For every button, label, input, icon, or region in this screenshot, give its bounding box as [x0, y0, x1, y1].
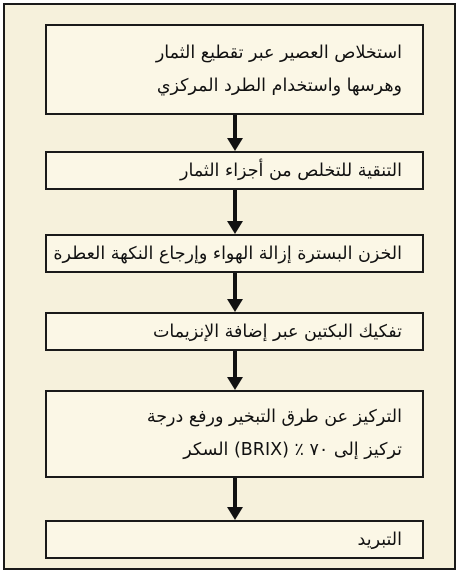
step-text: تركيز إلى ٧٠ ٪ (BRIX) السكر: [183, 440, 402, 460]
step-purification: [45, 151, 424, 190]
step-text: تفكيك البكتين عبر إضافة الإنزيمات: [152, 322, 402, 342]
step-text: وهرسها واستخدام الطرد المركزي: [156, 76, 402, 96]
step-cooling: [45, 520, 424, 559]
down-arrow-icon: [227, 273, 243, 312]
step-text: التنقية للتخلص من أجزاء الثمار: [180, 161, 402, 181]
step-concentration: [45, 390, 424, 478]
step-text: التبريد: [357, 530, 402, 550]
down-arrow-icon: [227, 190, 243, 234]
step-text: استخلاص العصير عبر تقطيع الثمار: [155, 43, 402, 63]
down-arrow-icon: [227, 478, 243, 520]
down-arrow-icon: [227, 115, 243, 151]
flowchart-frame: [3, 3, 456, 570]
step-storage-pasteurization: [45, 234, 424, 273]
step-juice-extraction: [45, 24, 424, 115]
step-text: الخزن البسترة إزالة الهواء وإرجاع النكهة العطرة: [53, 244, 402, 264]
step-pectin-breakdown: [45, 312, 424, 351]
down-arrow-icon: [227, 351, 243, 390]
step-text: التركيز عن طرق التبخير ورفع درجة: [146, 407, 402, 427]
